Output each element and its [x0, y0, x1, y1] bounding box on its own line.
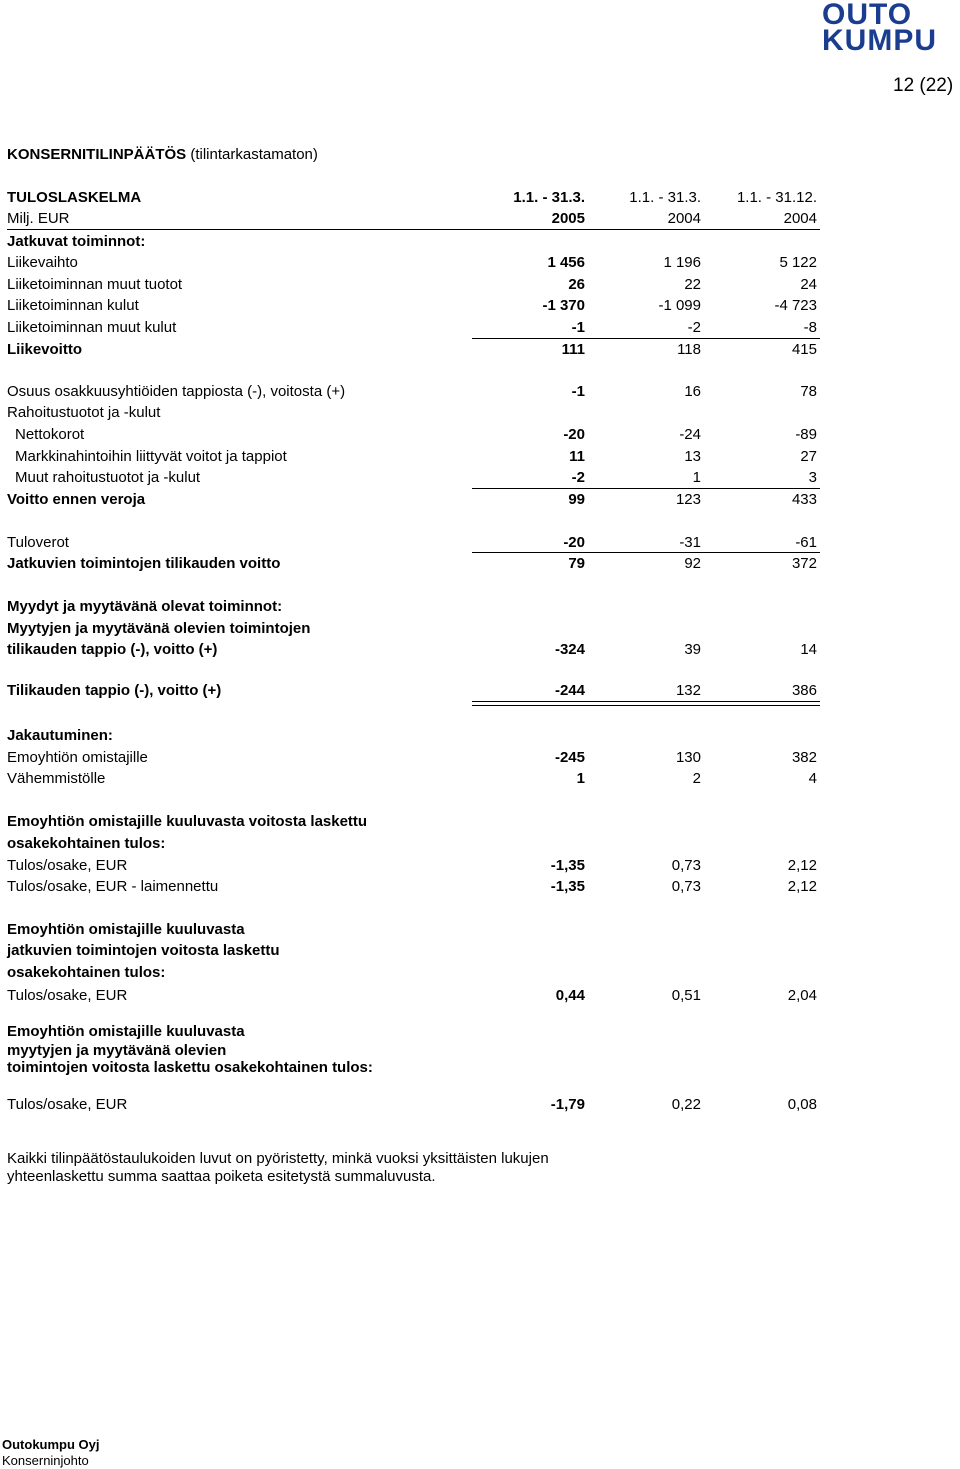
row-col1: 1 — [576, 770, 585, 787]
logo-line1: OUTO — [822, 0, 913, 31]
row-label: osakekohtainen tulos: — [7, 835, 166, 852]
row-col3: 0,08 — [787, 1096, 817, 1113]
row-label: Liiketoiminnan muut tuotot — [7, 276, 183, 293]
note-line1: Kaikki tilinpäätöstaulukoiden luvut on pyöristetty, minkä vuoksi yksittäisten lukujen — [7, 1150, 549, 1167]
row-col3: -89 — [795, 426, 817, 443]
footer — [2, 1437, 100, 1469]
row-label: Liikevaihto — [7, 254, 78, 271]
table-row — [7, 381, 820, 402]
row-col3: 2,04 — [787, 987, 817, 1004]
row-col3: 2,12 — [787, 857, 817, 874]
row-label: osakekohtainen tulos: — [7, 964, 166, 981]
row-col2: -24 — [679, 426, 701, 443]
row-label: Jakautuminen: — [7, 727, 113, 744]
table-row — [7, 876, 820, 897]
row-col3: 3 — [808, 469, 817, 486]
table-row — [7, 639, 820, 660]
table-row — [7, 1094, 820, 1115]
table-row — [7, 833, 820, 854]
table-row — [7, 855, 820, 876]
table-row — [7, 725, 820, 746]
header-rule — [7, 229, 820, 230]
row-col1: 26 — [568, 276, 585, 293]
row-label: toimintojen voitosta laskettu osakekohtainen tulos: — [7, 1059, 373, 1076]
table-row — [7, 1021, 820, 1042]
row-label: Liikevoitto — [7, 341, 83, 358]
header-year2: 2004 — [667, 210, 701, 227]
row-col2: 92 — [684, 555, 701, 572]
row-col2: 123 — [675, 491, 701, 508]
table-row — [7, 252, 820, 273]
row-col1: 79 — [568, 555, 585, 572]
row-col3: -8 — [803, 319, 817, 336]
table-row — [7, 489, 820, 510]
header-label: TULOSLASKELMA — [7, 189, 142, 206]
row-col1: -1,79 — [550, 1096, 585, 1113]
table-row — [7, 274, 820, 295]
footer-dept: Konserninjohto — [2, 1453, 89, 1468]
row-col1: -245 — [554, 749, 585, 766]
row-label: Emoyhtiön omistajille kuuluvasta voitosta laskettu — [7, 813, 368, 830]
page-title — [7, 146, 318, 163]
row-col3: 386 — [791, 682, 817, 699]
header-year3: 2004 — [783, 210, 817, 227]
table-row — [7, 919, 820, 940]
row-col1: -2 — [571, 469, 585, 486]
row-col1: -1,35 — [550, 878, 585, 895]
row-label: Vähemmistölle — [7, 770, 106, 787]
row-col1: 0,44 — [555, 987, 585, 1004]
row-col3: -61 — [795, 534, 817, 551]
row-label: Emoyhtiön omistajille kuuluvasta — [7, 921, 245, 938]
row-label: Liiketoiminnan muut kulut — [7, 319, 177, 336]
row-col3: 4 — [808, 770, 817, 787]
row-label: Muut rahoitustuotot ja -kulut — [15, 469, 201, 486]
row-col2: 2 — [692, 770, 701, 787]
row-label: Emoyhtiön omistajille — [7, 749, 148, 766]
row-label: Jatkuvien toimintojen tilikauden voitto — [7, 555, 281, 572]
row-label: Voitto ennen veroja — [7, 491, 146, 508]
row-label: Tulos/osake, EUR - laimennettu — [7, 878, 219, 895]
row-col3: 415 — [791, 341, 817, 358]
row-col2: 39 — [684, 641, 701, 658]
row-label: Myydyt ja myytävänä olevat toiminnot: — [7, 598, 283, 615]
row-col2: 118 — [677, 341, 701, 358]
row-label: Tulos/osake, EUR — [7, 857, 128, 874]
row-col1: -1 — [571, 383, 585, 400]
row-col2: -2 — [687, 319, 701, 336]
row-col3: 382 — [791, 749, 817, 766]
table-row — [7, 811, 820, 832]
table-row — [7, 467, 820, 488]
row-col2: 132 — [675, 682, 701, 699]
table-row — [7, 596, 820, 617]
footer-company: Outokumpu Oyj — [2, 1437, 100, 1452]
row-label: Tuloverot — [7, 534, 69, 551]
header-row-unit — [7, 208, 820, 229]
table-row — [7, 1057, 820, 1078]
row-col1: -1 370 — [542, 297, 585, 314]
row-col1: 1 456 — [547, 254, 585, 271]
row-col1: 11 — [569, 448, 585, 465]
row-label: myytyjen ja myytävänä olevien — [7, 1042, 227, 1059]
header-col3: 1.1. - 31.12. — [736, 189, 817, 206]
table-row — [7, 747, 820, 768]
row-label: Nettokorot — [15, 426, 85, 443]
logo-line2: KUMPU — [822, 24, 937, 57]
row-col3: 27 — [800, 448, 817, 465]
row-col1: -324 — [554, 641, 585, 658]
row-label: Markkinahintoihin liittyvät voitot ja tappiot — [15, 448, 287, 465]
row-col2: 1 — [692, 469, 701, 486]
header-col1: 1.1. - 31.3. — [513, 189, 585, 206]
page-number: 12 (22) — [893, 75, 954, 96]
table-row — [7, 940, 820, 961]
header-unit-label: Milj. EUR — [7, 210, 70, 227]
header-row-period — [7, 187, 820, 208]
row-col2: 0,22 — [671, 1096, 701, 1113]
row-col2: 1 196 — [663, 254, 701, 271]
row-label: Tulos/osake, EUR — [7, 987, 128, 1004]
table-row — [7, 424, 820, 445]
row-label: Tulos/osake, EUR — [7, 1096, 128, 1113]
title-bold: KONSERNITILINPÄÄTÖS — [7, 146, 187, 163]
row-label: Rahoitustuotot ja -kulut — [7, 404, 161, 421]
row-label: Jatkuvat toiminnot: — [7, 233, 146, 250]
row-col1: 111 — [561, 341, 585, 358]
header-col2: 1.1. - 31.3. — [629, 189, 701, 206]
row-label: Emoyhtiön omistajille kuuluvasta — [7, 1023, 245, 1040]
table-row — [7, 553, 820, 574]
header-year1: 2005 — [551, 210, 585, 227]
row-col2: 13 — [684, 448, 701, 465]
row-col2: 0,73 — [671, 857, 701, 874]
row-label: Osuus osakkuusyhtiöiden tappiosta (-), voitosta (+) — [7, 383, 346, 400]
table-row — [7, 446, 820, 467]
rounding-note — [7, 1150, 549, 1186]
table-row — [7, 231, 820, 252]
row-col1: -20 — [563, 534, 585, 551]
table-row — [7, 618, 820, 639]
row-col1: 99 — [568, 491, 585, 508]
row-col1: -244 — [554, 682, 585, 699]
table-row — [7, 768, 820, 789]
table-row — [7, 962, 820, 983]
row-col2: 130 — [675, 749, 701, 766]
row-label: jatkuvien toimintojen voitosta laskettu — [7, 942, 280, 959]
row-col1: -1 — [571, 319, 585, 336]
table-row — [7, 402, 820, 423]
row-col3: 372 — [791, 555, 817, 572]
row-col3: 433 — [791, 491, 817, 508]
table-row — [7, 339, 820, 360]
table-row — [7, 532, 820, 553]
row-col2: 16 — [684, 383, 701, 400]
table-row — [7, 295, 820, 316]
title-rest: (tilintarkastamaton) — [186, 146, 318, 163]
row-col3: 2,12 — [787, 878, 817, 895]
row-col1: -1,35 — [550, 857, 585, 874]
row-col3: -4 723 — [774, 297, 817, 314]
row-col2: 22 — [684, 276, 701, 293]
total-double-rule — [472, 701, 820, 706]
outokumpu-logo — [822, 2, 958, 58]
row-col3: 5 122 — [779, 254, 817, 271]
row-label: Tilikauden tappio (-), voitto (+) — [7, 682, 222, 699]
row-col3: 78 — [800, 383, 817, 400]
row-label: tilikauden tappio (-), voitto (+) — [7, 641, 218, 658]
row-col2: -31 — [679, 534, 701, 551]
table-row — [7, 985, 820, 1006]
row-col3: 24 — [800, 276, 817, 293]
row-col2: 0,51 — [671, 987, 701, 1004]
table-row — [7, 317, 820, 338]
row-col2: 0,73 — [671, 878, 701, 895]
row-label: Myytyjen ja myytävänä olevien toimintojen — [7, 620, 311, 637]
row-col1: -20 — [563, 426, 585, 443]
row-col3: 14 — [800, 641, 817, 658]
row-col2: -1 099 — [658, 297, 701, 314]
table-row — [7, 680, 820, 701]
note-line2: yhteenlaskettu summa saattaa poiketa esitetystä summaluvusta. — [7, 1168, 436, 1185]
row-label: Liiketoiminnan kulut — [7, 297, 139, 314]
